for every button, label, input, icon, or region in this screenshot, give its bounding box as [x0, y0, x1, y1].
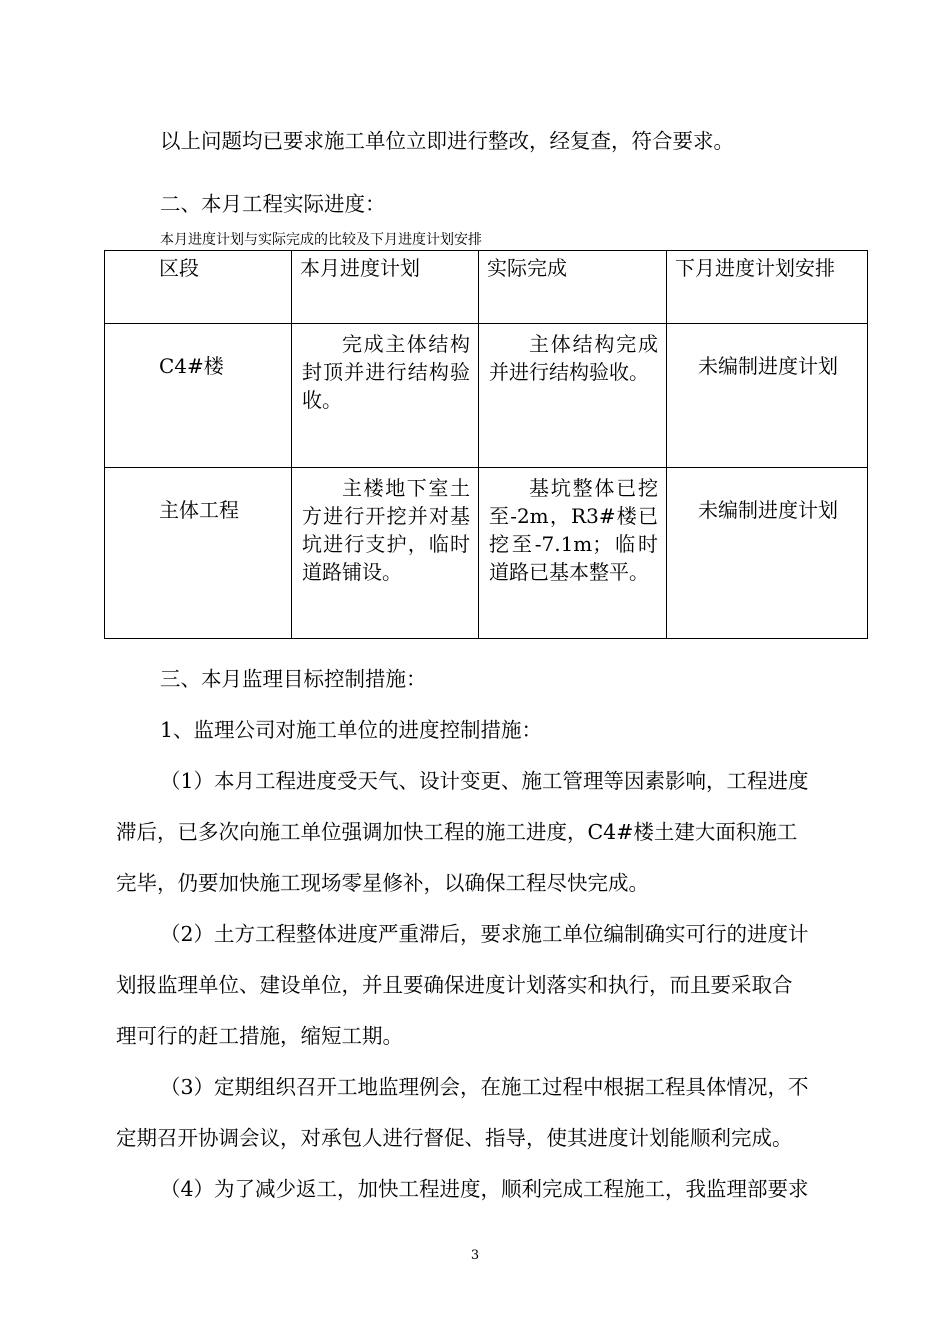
- para2-line1: （2）土方工程整体进度严重滞后，要求施工单位编制确实可行的进度计: [160, 922, 809, 946]
- para3-line2: 定期召开协调会议，对承包人进行督促、指导，使其进度计划能顺利完成。: [116, 1126, 793, 1150]
- header-plan: 本月进度计划: [292, 251, 479, 324]
- row2-segment: 主体工程: [105, 468, 292, 639]
- para2-line3: 理可行的赶工措施，缩短工期。: [116, 1024, 403, 1048]
- table-header-row: [105, 251, 868, 324]
- section3-heading: 三、本月监理目标控制措施：: [160, 667, 427, 691]
- progress-table: [104, 250, 868, 639]
- para1-line1: （1）本月工程进度受天气、设计变更、施工管理等因素影响，工程进度: [160, 769, 809, 793]
- para1-line3: 完毕，仍要加快施工现场零星修补，以确保工程尽快完成。: [116, 871, 649, 895]
- row1-actual: 主体结构完成并进行结构验收。: [479, 324, 667, 468]
- page-number: 3: [470, 1248, 480, 1263]
- table-row: [105, 468, 868, 639]
- row2-plan: 主楼地下室土方进行开挖并对基坑进行支护，临时道路铺设。: [292, 468, 479, 639]
- row1-segment: C4#楼: [105, 324, 292, 468]
- row2-actual: 基坑整体已挖至-2m，R3#楼已挖至-7.1m；临时道路已基本整平。: [479, 468, 667, 639]
- intro-line: 以上问题均已要求施工单位立即进行整改，经复查，符合要求。: [160, 129, 734, 153]
- header-actual: 实际完成: [479, 251, 667, 324]
- header-segment: 区段: [105, 251, 292, 324]
- row1-next: 未编制进度计划: [667, 324, 868, 468]
- row1-plan: 完成主体结构封顶并进行结构验收。: [292, 324, 479, 468]
- para1-line2: 滞后，已多次向施工单位强调加快工程的施工进度，C4#楼土建大面积施工: [116, 820, 798, 844]
- table-caption: 本月进度计划与实际完成的比较及下月进度计划安排: [160, 232, 482, 248]
- table-row: [105, 324, 868, 468]
- row2-next: 未编制进度计划: [667, 468, 868, 639]
- para3-line1: （3）定期组织召开工地监理例会，在施工过程中根据工程具体情况，不: [160, 1075, 809, 1099]
- para2-line2: 划报监理单位、建设单位，并且要确保进度计划落实和执行，而且要采取合: [116, 973, 793, 997]
- section2-heading: 二、本月工程实际进度：: [160, 192, 386, 216]
- para4-line1: （4）为了减少返工，加快工程进度，顺利完成工程施工，我监理部要求: [160, 1177, 809, 1201]
- section3-sub1: 1、监理公司对施工单位的进度控制措施：: [160, 718, 543, 742]
- header-next: 下月进度计划安排: [667, 251, 868, 324]
